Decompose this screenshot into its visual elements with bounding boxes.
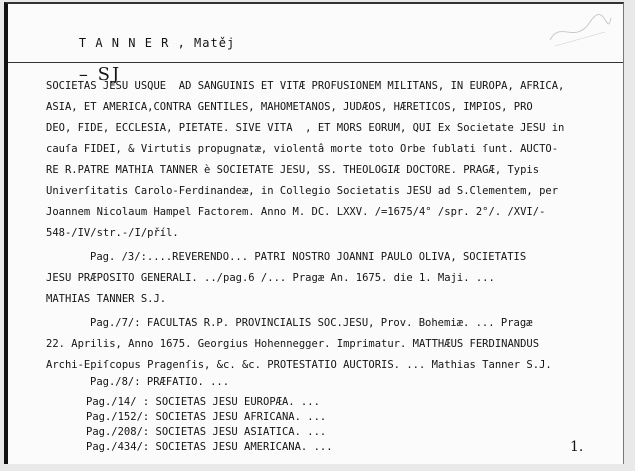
contents-line: Pag./14/ : SOCIETAS JESU EUROPÆA. ... xyxy=(86,396,320,408)
contents-line: Pag./152/: SOCIETAS JESU AFRICANA. ... xyxy=(86,411,327,423)
pagination-line: JESU PRÆPOSITO GENERALI. ../pag.6 /... Pragæ An. 1675. die 1. Maji. ... xyxy=(46,272,495,284)
contents-line: Pag./208/: SOCIETAS JESU ASIATICA. ... xyxy=(86,426,327,438)
praefatio-line: Pag./8/: PRÆFATIO. ... xyxy=(90,376,230,388)
contents-line: Pag./434/: SOCIETAS JESU AMERICANA. ... xyxy=(86,441,333,453)
order-signature: – SJ xyxy=(78,64,122,85)
entry-line: Univerſitatis Carolo-Ferdinandeæ, in Collegio Societatis JESU ad S.Clementem, per xyxy=(46,185,559,197)
entry-line: RE R.PATRE MATHIA TANNER è SOCIETATE JESU, SS. THEOLOGIÆ DOCTORE. PRAGÆ, Typis xyxy=(46,164,540,176)
entry-line: DEO, FIDE, ECCLESIA, PIETATE. SIVE VITA , ET MORS EORUM, QUI Ex Societate JESU in xyxy=(46,122,565,134)
approbation-line: 22. Aprilis, Anno 1675. Georgius Hohennegger. Imprimatur. MATTHÆUS FERDINANDUS xyxy=(46,338,540,350)
pagination-line: MATHIAS TANNER S.J. xyxy=(46,293,167,305)
author-name: T A N N E R , Matěj xyxy=(78,36,236,50)
corner-mark: 1. xyxy=(570,439,584,455)
approbation-line: Pag./7/: FACULTAS R.P. PROVINCIALIS SOC.JESU, Prov. Bohemiæ. ... Pragæ xyxy=(90,317,533,329)
entry-line: Joannem Nicolaum Hampel Factorem. Anno M. DC. LXXV. /=1675/4° /spr. 2°/. /XVI/- xyxy=(46,206,546,218)
entry-line: SOCIETAS JESU USQUE AD SANGUINIS ET VITÆ PROFUSIONEM MILITANS, IN EUROPA, AFRICA, xyxy=(46,80,565,92)
pagination-line: Pag. /3/:....REVERENDO... PATRI NOSTRO JOANNI PAULO OLIVA, SOCIETATIS xyxy=(90,251,527,263)
entry-line: cauſa FIDEI, & Virtutis propugnatæ, violentâ morte toto Orbe ſublati ſunt. AUCTO- xyxy=(46,143,559,155)
entry-line: ASIA, ET AMERICA,CONTRA GENTILES, MAHOMETANOS, JUDÆOS, HÆRETICOS, IMPIOS, PRO xyxy=(46,101,533,113)
approbation-line: Archi-Epiſcopus Pragenſis, &c. &c. PROTESTATIO AUCTORIS. ... Mathias Tanner S.J. xyxy=(46,359,552,371)
header-divider xyxy=(8,62,623,63)
catalog-card xyxy=(4,2,624,464)
entry-line: 548-/IV/str.-/I/příl. xyxy=(46,227,179,239)
scribble-mark xyxy=(545,10,615,50)
